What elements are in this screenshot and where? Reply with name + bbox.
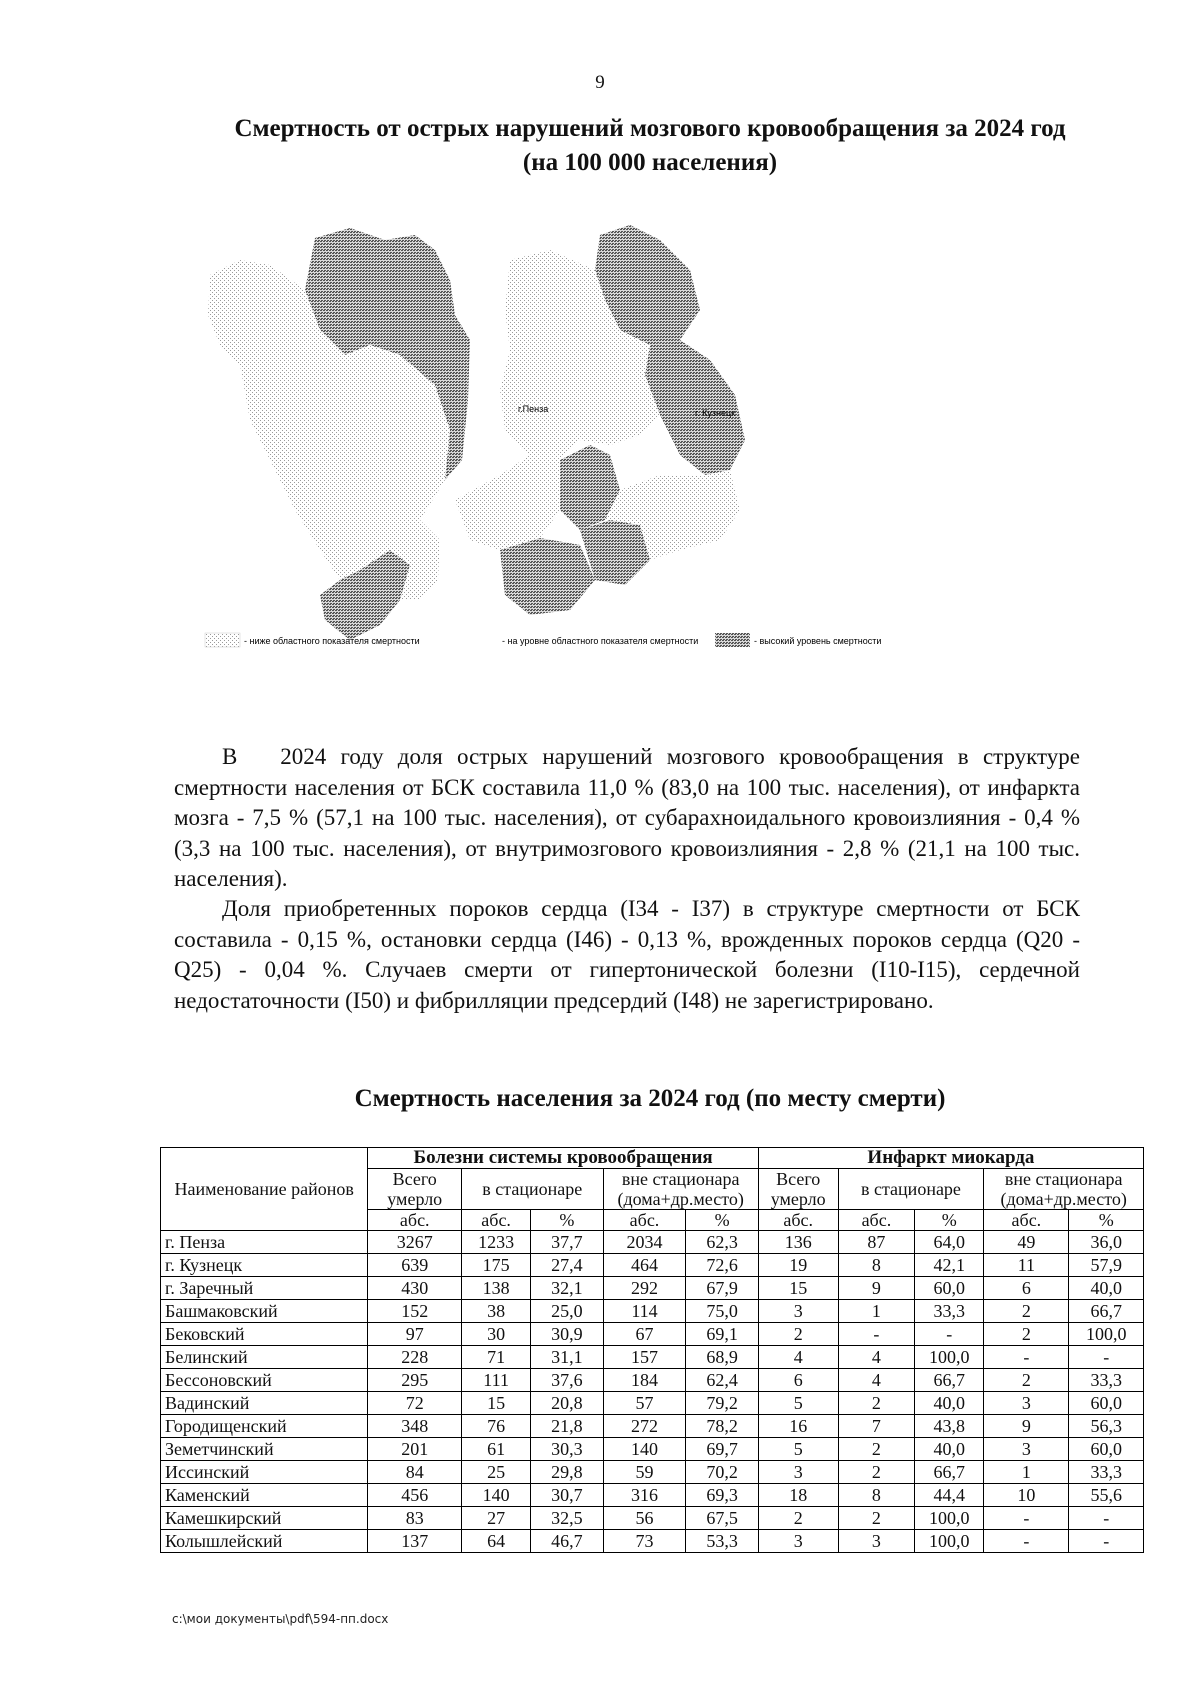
- table-cell: 79,2: [686, 1392, 758, 1415]
- table-row: [161, 1277, 1144, 1300]
- table-cell: 3: [758, 1300, 838, 1323]
- table-cell: 67: [603, 1323, 686, 1346]
- table-title: Смертность населения за 2024 год (по месту смерти): [354, 1085, 946, 1112]
- table-cell: 33,3: [1069, 1461, 1144, 1484]
- district-name: Каменский: [161, 1484, 368, 1507]
- table-row: [161, 1300, 1144, 1323]
- map-kuznetsk-label: г. Кузнецк: [695, 408, 736, 418]
- table-cell: 62,3: [686, 1231, 758, 1254]
- map-city-label: г.Пенза: [518, 404, 549, 414]
- legend-label-mid: - на уровне областного показателя смертности: [502, 636, 699, 646]
- header-outside-2: вне стационара (дома+др.место): [984, 1169, 1144, 1210]
- table-cell: 83: [368, 1507, 462, 1530]
- table-cell: 64: [462, 1530, 531, 1553]
- header-group-circulatory: Болезни системы кровообращения: [368, 1148, 758, 1169]
- table-cell: 111: [462, 1369, 531, 1392]
- table-cell: 53,3: [686, 1530, 758, 1553]
- header-abs: абс.: [838, 1210, 915, 1231]
- table-cell: 69,7: [686, 1438, 758, 1461]
- table-cell: 29,8: [531, 1461, 603, 1484]
- table-cell: 19: [758, 1254, 838, 1277]
- table-cell: 31,1: [531, 1346, 603, 1369]
- header-abs: абс.: [368, 1210, 462, 1231]
- paragraph-heart-defects: [174, 894, 1080, 1016]
- table-cell: 3267: [368, 1231, 462, 1254]
- header-pct: %: [686, 1210, 758, 1231]
- header-name-col: Наименование районов: [161, 1148, 368, 1231]
- header-pct: %: [1069, 1210, 1144, 1231]
- table-cell: 15: [462, 1392, 531, 1415]
- map-title-line2: (на 100 000 населения): [522, 149, 778, 176]
- table-cell: 316: [603, 1484, 686, 1507]
- table-cell: -: [984, 1507, 1069, 1530]
- table-cell: 67,5: [686, 1507, 758, 1530]
- table-row: [161, 1323, 1144, 1346]
- table-cell: 3: [984, 1438, 1069, 1461]
- table-cell: 2: [758, 1507, 838, 1530]
- table-cell: 6: [758, 1369, 838, 1392]
- table-cell: 3: [758, 1461, 838, 1484]
- table-cell: 639: [368, 1254, 462, 1277]
- table-cell: 292: [603, 1277, 686, 1300]
- table-row: [161, 1461, 1144, 1484]
- legend-swatch-high: [715, 633, 750, 647]
- table-cell: 72,6: [686, 1254, 758, 1277]
- table-cell: 4: [758, 1346, 838, 1369]
- table-cell: 59: [603, 1461, 686, 1484]
- table-cell: 7: [838, 1415, 915, 1438]
- table-cell: 2: [838, 1507, 915, 1530]
- table-cell: 16: [758, 1415, 838, 1438]
- table-row: [161, 1507, 1144, 1530]
- table-cell: -: [838, 1323, 915, 1346]
- table-cell: 56,3: [1069, 1415, 1144, 1438]
- table-cell: -: [1069, 1530, 1144, 1553]
- table-cell: 18: [758, 1484, 838, 1507]
- table-cell: 3: [758, 1530, 838, 1553]
- table-cell: 201: [368, 1438, 462, 1461]
- table-cell: 57: [603, 1392, 686, 1415]
- table-cell: 42,1: [915, 1254, 984, 1277]
- table-cell: 25: [462, 1461, 531, 1484]
- table-cell: 38: [462, 1300, 531, 1323]
- table-cell: 184: [603, 1369, 686, 1392]
- district-name: Колышлейский: [161, 1530, 368, 1553]
- district-name: Земетчинский: [161, 1438, 368, 1461]
- table-cell: 66,7: [915, 1369, 984, 1392]
- table-cell: 2: [984, 1323, 1069, 1346]
- header-pct: %: [915, 1210, 984, 1231]
- table-cell: 140: [603, 1438, 686, 1461]
- table-cell: 60,0: [1069, 1438, 1144, 1461]
- table-cell: -: [984, 1530, 1069, 1553]
- table-cell: 49: [984, 1231, 1069, 1254]
- table-cell: -: [915, 1323, 984, 1346]
- table-cell: 100,0: [1069, 1323, 1144, 1346]
- district-name: Иссинский: [161, 1461, 368, 1484]
- table-cell: 60,0: [915, 1277, 984, 1300]
- table-cell: 30: [462, 1323, 531, 1346]
- map-svg: [200, 220, 1000, 690]
- table-cell: 40,0: [915, 1438, 984, 1461]
- table-cell: 2: [838, 1392, 915, 1415]
- table-cell: 72: [368, 1392, 462, 1415]
- table-cell: 66,7: [1069, 1300, 1144, 1323]
- table-cell: 46,7: [531, 1530, 603, 1553]
- table-row: [161, 1415, 1144, 1438]
- table-cell: 44,4: [915, 1484, 984, 1507]
- table-cell: 2: [758, 1323, 838, 1346]
- table-cell: 6: [984, 1277, 1069, 1300]
- table-cell: 5: [758, 1392, 838, 1415]
- table-cell: 157: [603, 1346, 686, 1369]
- table-cell: 1: [984, 1461, 1069, 1484]
- district-name: Камешкирский: [161, 1507, 368, 1530]
- table-cell: 32,5: [531, 1507, 603, 1530]
- table-cell: 33,3: [1069, 1369, 1144, 1392]
- table-row: [161, 1484, 1144, 1507]
- table-cell: 62,4: [686, 1369, 758, 1392]
- table-cell: 66,7: [915, 1461, 984, 1484]
- table-cell: 348: [368, 1415, 462, 1438]
- table-cell: 175: [462, 1254, 531, 1277]
- table-cell: 84: [368, 1461, 462, 1484]
- table-cell: 1: [838, 1300, 915, 1323]
- table-cell: 75,0: [686, 1300, 758, 1323]
- table-cell: 32,1: [531, 1277, 603, 1300]
- table-cell: 15: [758, 1277, 838, 1300]
- table-cell: 2: [838, 1438, 915, 1461]
- table-cell: 11: [984, 1254, 1069, 1277]
- table-cell: 100,0: [915, 1346, 984, 1369]
- table-cell: 67,9: [686, 1277, 758, 1300]
- table-cell: 25,0: [531, 1300, 603, 1323]
- district-name: Бековский: [161, 1323, 368, 1346]
- header-pct: %: [531, 1210, 603, 1231]
- district-name: Городищенский: [161, 1415, 368, 1438]
- header-abs: абс.: [462, 1210, 531, 1231]
- header-total-1: Всего умерло: [368, 1169, 462, 1210]
- table-cell: 4: [838, 1346, 915, 1369]
- table-row: [161, 1254, 1144, 1277]
- table-cell: 464: [603, 1254, 686, 1277]
- table-cell: 70,2: [686, 1461, 758, 1484]
- table-cell: 33,3: [915, 1300, 984, 1323]
- table-cell: 37,6: [531, 1369, 603, 1392]
- page-number: 9: [595, 72, 605, 93]
- table-cell: 21,8: [531, 1415, 603, 1438]
- table-cell: 140: [462, 1484, 531, 1507]
- table-cell: 114: [603, 1300, 686, 1323]
- table-cell: 40,0: [1069, 1277, 1144, 1300]
- table-cell: -: [984, 1346, 1069, 1369]
- mortality-table: [160, 1147, 1144, 1553]
- table-cell: 10: [984, 1484, 1069, 1507]
- header-abs: абс.: [984, 1210, 1069, 1231]
- table-cell: 60,0: [1069, 1392, 1144, 1415]
- table-cell: 30,3: [531, 1438, 603, 1461]
- table-cell: 1233: [462, 1231, 531, 1254]
- header-abs: абс.: [603, 1210, 686, 1231]
- table-cell: 30,9: [531, 1323, 603, 1346]
- table-cell: 20,8: [531, 1392, 603, 1415]
- district-name: Вадинский: [161, 1392, 368, 1415]
- table-row: [161, 1530, 1144, 1553]
- table-row: [161, 1438, 1144, 1461]
- paragraph1-first-word: В: [222, 744, 238, 769]
- table-cell: 55,6: [1069, 1484, 1144, 1507]
- table-cell: 68,9: [686, 1346, 758, 1369]
- table-cell: 97: [368, 1323, 462, 1346]
- table-cell: 69,1: [686, 1323, 758, 1346]
- map-region-east-southwest: [455, 455, 560, 550]
- table-cell: 100,0: [915, 1530, 984, 1553]
- table-cell: 40,0: [915, 1392, 984, 1415]
- table-row: [161, 1231, 1144, 1254]
- mortality-map: [200, 220, 1000, 690]
- table-cell: -: [1069, 1346, 1144, 1369]
- file-path-footer: c:\мои документы\pdf\594-пп.docx: [172, 1612, 389, 1626]
- table-cell: 100,0: [915, 1507, 984, 1530]
- district-name: Бессоновский: [161, 1369, 368, 1392]
- paragraph-acute-stroke: [174, 742, 1080, 895]
- paragraph1-text: 2024 году доля острых нарушений мозгового кровообращения в структуре смертности населения от БСК составила 11,0 % (83,0 на 100 тыс. населения), от инфаркта мозга - 7,5 % (57,1 на 100 тыс. населения), от субарахноидального кровоизлияния - 0,4 % (3,3 на 100 тыс. населения), от внутримозгового кровоизлияния - 2,8 % (21,1 на 100 тыс. населения).: [174, 744, 1081, 891]
- table-cell: 2: [984, 1369, 1069, 1392]
- table-cell: 57,9: [1069, 1254, 1144, 1277]
- table-cell: 78,2: [686, 1415, 758, 1438]
- table-cell: 73: [603, 1530, 686, 1553]
- table-cell: 64,0: [915, 1231, 984, 1254]
- table-cell: 136: [758, 1231, 838, 1254]
- table-cell: 69,3: [686, 1484, 758, 1507]
- table-cell: 8: [838, 1484, 915, 1507]
- district-name: г. Заречный: [161, 1277, 368, 1300]
- map-title: [150, 112, 1150, 180]
- table-cell: 295: [368, 1369, 462, 1392]
- table-cell: 56: [603, 1507, 686, 1530]
- header-total-2: Всего умерло: [758, 1169, 838, 1210]
- table-cell: 2: [984, 1300, 1069, 1323]
- table-cell: 71: [462, 1346, 531, 1369]
- table-cell: 430: [368, 1277, 462, 1300]
- legend-swatch-low: [205, 633, 240, 647]
- table-row: [161, 1369, 1144, 1392]
- table-cell: 272: [603, 1415, 686, 1438]
- table-cell: 152: [368, 1300, 462, 1323]
- table-cell: -: [1069, 1507, 1144, 1530]
- district-name: Белинский: [161, 1346, 368, 1369]
- legend-label-high: - высокий уровень смертности: [754, 636, 882, 646]
- table-row: [161, 1392, 1144, 1415]
- table-cell: 456: [368, 1484, 462, 1507]
- header-group-infarction: Инфаркт миокарда: [758, 1148, 1143, 1169]
- table-cell: 43,8: [915, 1415, 984, 1438]
- table-cell: 9: [838, 1277, 915, 1300]
- table-cell: 4: [838, 1369, 915, 1392]
- legend-label-low: - ниже областного показателя смертности: [244, 636, 420, 646]
- header-outside-1: вне стационара (дома+др.место): [603, 1169, 758, 1210]
- table-cell: 5: [758, 1438, 838, 1461]
- map-region-west-north: [305, 228, 455, 355]
- table-cell: 3: [984, 1392, 1069, 1415]
- map-region-east-south-3: [500, 538, 595, 615]
- table-cell: 37,7: [531, 1231, 603, 1254]
- map-title-line1: Смертность от острых нарушений мозгового кровообращения за 2024 год: [234, 115, 1066, 142]
- table-cell: 8: [838, 1254, 915, 1277]
- table-cell: 3: [838, 1530, 915, 1553]
- table-cell: 27: [462, 1507, 531, 1530]
- table-cell: 2034: [603, 1231, 686, 1254]
- table-row: [161, 1346, 1144, 1369]
- table-cell: 76: [462, 1415, 531, 1438]
- table-cell: 87: [838, 1231, 915, 1254]
- header-in-hospital-1: в стационаре: [462, 1169, 603, 1210]
- paragraph2-text: Доля приобретенных пороков сердца (I34 - I37) в структуре смертности от БСК составила - 0,15 %, остановки сердца (I46) - 0,13 %, врожденных пороков сердца (Q20 - Q25) - 0,04 %. Случаев смерти от гипертонической болезни (I10-I15), сердечной недостаточности (I50) и фибрилляции предсердий (I48) не зарегистрировано.: [174, 896, 1080, 1013]
- header-in-hospital-2: в стационаре: [838, 1169, 984, 1210]
- table-cell: 138: [462, 1277, 531, 1300]
- table-body: [161, 1231, 1144, 1553]
- table-cell: 27,4: [531, 1254, 603, 1277]
- district-name: Башмаковский: [161, 1300, 368, 1323]
- district-name: г. Кузнецк: [161, 1254, 368, 1277]
- table-cell: 228: [368, 1346, 462, 1369]
- header-abs: абс.: [758, 1210, 838, 1231]
- table-cell: 36,0: [1069, 1231, 1144, 1254]
- table-cell: 2: [838, 1461, 915, 1484]
- table-cell: 137: [368, 1530, 462, 1553]
- table-cell: 61: [462, 1438, 531, 1461]
- table-cell: 9: [984, 1415, 1069, 1438]
- table-cell: 30,7: [531, 1484, 603, 1507]
- district-name: г. Пенза: [161, 1231, 368, 1254]
